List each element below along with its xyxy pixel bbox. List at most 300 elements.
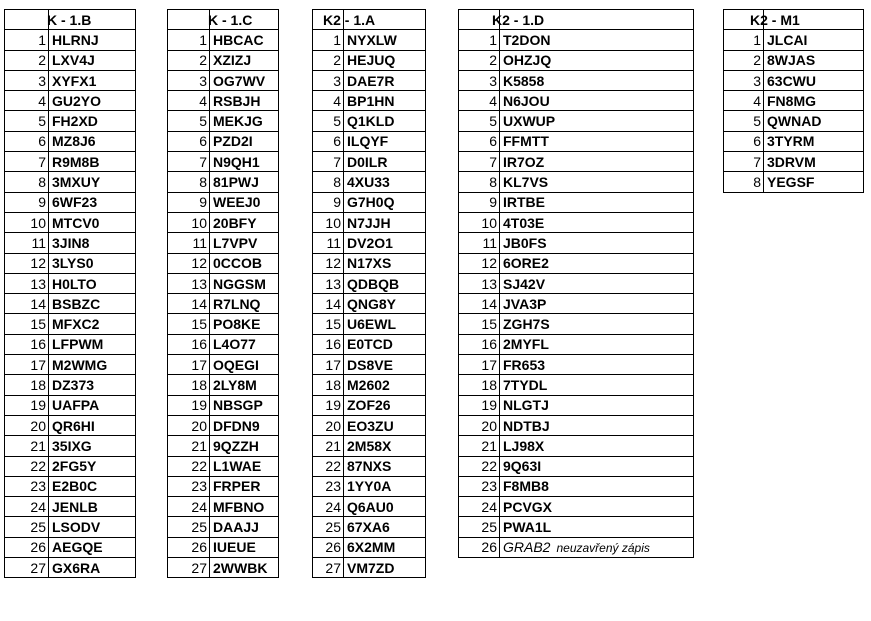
table-row [459, 273, 694, 293]
table-header-row [459, 10, 694, 30]
table-row [5, 415, 136, 435]
table-row [168, 233, 279, 253]
row-number: 7 [724, 152, 764, 172]
table-row [313, 537, 426, 557]
table-row [5, 395, 136, 415]
row-number: 4 [724, 91, 764, 111]
code-value: 1YY0A [344, 476, 426, 496]
code-value: FRPER [210, 476, 279, 496]
code-value: Q6AU0 [344, 497, 426, 517]
table-title-text: K2 - 1.A [323, 11, 376, 28]
table-row [459, 375, 694, 395]
row-number: 18 [313, 375, 344, 395]
code-value: E2B0C [49, 476, 136, 496]
table-title [323, 10, 426, 30]
row-number: 21 [168, 436, 210, 456]
table-row [313, 436, 426, 456]
table-header-row [724, 10, 864, 30]
table-row [459, 212, 694, 232]
table-row [459, 172, 694, 192]
row-number: 4 [168, 91, 210, 111]
row-number: 1 [168, 30, 210, 50]
table-row [459, 30, 694, 50]
code-value: 2MYFL [500, 334, 694, 354]
table-title-text: K - 1.B [47, 11, 92, 28]
row-number: 16 [5, 334, 49, 354]
row-number: 22 [168, 456, 210, 476]
code-value: QDBQB [344, 273, 426, 293]
table-row [313, 517, 426, 537]
code-value: DV2O1 [344, 233, 426, 253]
row-number: 10 [5, 212, 49, 232]
table-row [459, 50, 694, 70]
row-number: 25 [5, 517, 49, 537]
code-value: FR653 [500, 355, 694, 375]
code-value: NLGTJ [500, 395, 694, 415]
table-row [313, 111, 426, 131]
row-number: 16 [168, 334, 210, 354]
table-title-text: K - 1.C [208, 11, 253, 28]
table-row [168, 172, 279, 192]
table-row [168, 91, 279, 111]
table-row [5, 70, 136, 90]
table-row [168, 375, 279, 395]
code-value: L4O77 [210, 334, 279, 354]
table-row [459, 456, 694, 476]
row-number: 7 [313, 152, 344, 172]
row-number: 23 [313, 476, 344, 496]
table-header-row [5, 10, 136, 30]
code-value: 3MXUY [49, 172, 136, 192]
row-number: 19 [459, 395, 500, 415]
table-row [313, 30, 426, 50]
code-value: M2602 [344, 375, 426, 395]
row-number: 20 [168, 415, 210, 435]
code-value: IRTBE [500, 192, 694, 212]
table-row [168, 436, 279, 456]
table-row [168, 415, 279, 435]
row-number: 15 [5, 314, 49, 334]
code-value: 7TYDL [500, 375, 694, 395]
table-row [313, 355, 426, 375]
table-row [313, 558, 426, 578]
table-row [313, 152, 426, 172]
table-row [168, 334, 279, 354]
table-row [313, 456, 426, 476]
code-value: U6EWL [344, 314, 426, 334]
code-value: F8MB8 [500, 476, 694, 496]
table-title [750, 10, 864, 30]
code-value: KL7VS [500, 172, 694, 192]
table-row [313, 172, 426, 192]
row-number: 27 [313, 558, 344, 578]
table-row [168, 273, 279, 293]
row-number: 8 [459, 172, 500, 192]
table-row [168, 517, 279, 537]
row-number: 6 [168, 131, 210, 151]
code-value: 63CWU [764, 70, 864, 90]
table-row [459, 294, 694, 314]
row-number: 24 [5, 497, 49, 517]
table-row [459, 395, 694, 415]
code-value: D0ILR [344, 152, 426, 172]
row-number: 12 [5, 253, 49, 273]
row-number: 24 [168, 497, 210, 517]
table-row [168, 314, 279, 334]
table-row [5, 50, 136, 70]
code-value: HBCAC [210, 30, 279, 50]
row-number: 4 [459, 91, 500, 111]
code-value: L7VPV [210, 233, 279, 253]
row-number: 15 [459, 314, 500, 334]
code-value: R9M8B [49, 152, 136, 172]
code-value: FH2XD [49, 111, 136, 131]
row-number: 5 [168, 111, 210, 131]
row-number: 4 [313, 91, 344, 111]
code-value: LSODV [49, 517, 136, 537]
row-number: 5 [724, 111, 764, 131]
table-row [459, 517, 694, 537]
code-value: 4T03E [500, 212, 694, 232]
row-number: 1 [724, 30, 764, 50]
table-row [168, 476, 279, 496]
row-number: 24 [313, 497, 344, 517]
row-number: 26 [313, 537, 344, 557]
row-number: 2 [459, 50, 500, 70]
code-value: OHZJQ [500, 50, 694, 70]
table-row [168, 558, 279, 578]
table-row [313, 212, 426, 232]
code-value: YEGSF [764, 172, 864, 192]
code-value: 3JIN8 [49, 233, 136, 253]
row-number: 26 [459, 537, 500, 557]
table-row [5, 314, 136, 334]
code-value: QWNAD [764, 111, 864, 131]
row-number: 7 [5, 152, 49, 172]
table-title [210, 10, 279, 30]
row-number: 26 [5, 537, 49, 557]
code-value: 9Q63I [500, 456, 694, 476]
row-number: 18 [168, 375, 210, 395]
code-value: 87NXS [344, 456, 426, 476]
code-value: ILQYF [344, 131, 426, 151]
table-row [313, 273, 426, 293]
table-header-row [168, 10, 279, 30]
row-number: 6 [724, 131, 764, 151]
row-number: 3 [724, 70, 764, 90]
code-value: JENLB [49, 497, 136, 517]
table-row [459, 436, 694, 456]
table-row [168, 192, 279, 212]
table-row [5, 273, 136, 293]
row-number: 17 [459, 355, 500, 375]
table-row [313, 476, 426, 496]
code-value: GU2YO [49, 91, 136, 111]
code-value: UXWUP [500, 111, 694, 131]
table-row [5, 456, 136, 476]
table-row [168, 294, 279, 314]
code-value: GRAB2 [503, 538, 551, 555]
row-number: 3 [5, 70, 49, 90]
table-row [168, 30, 279, 50]
code-value: 35IXG [49, 436, 136, 456]
header-empty-cell [168, 10, 210, 30]
code-value: QNG8Y [344, 294, 426, 314]
code-value: Q1KLD [344, 111, 426, 131]
row-number: 9 [313, 192, 344, 212]
row-number: 10 [313, 212, 344, 232]
row-number: 2 [313, 50, 344, 70]
code-value: HLRNJ [49, 30, 136, 50]
code-value: JLCAI [764, 30, 864, 50]
row-number: 5 [5, 111, 49, 131]
code-value: EO3ZU [344, 415, 426, 435]
row-number: 19 [313, 395, 344, 415]
code-value: 67XA6 [344, 517, 426, 537]
row-number: 25 [313, 517, 344, 537]
code-value: IUEUE [210, 537, 279, 557]
row-number: 7 [168, 152, 210, 172]
table-row [5, 212, 136, 232]
code-cell-with-note [500, 537, 694, 557]
code-value: JB0FS [500, 233, 694, 253]
table-title [49, 10, 136, 30]
table-row [313, 415, 426, 435]
table-row [168, 70, 279, 90]
row-number: 11 [168, 233, 210, 253]
table-row [459, 192, 694, 212]
code-value: E0TCD [344, 334, 426, 354]
table-title [492, 10, 694, 30]
table-row [459, 131, 694, 151]
table-row [459, 233, 694, 253]
code-value: OG7WV [210, 70, 279, 90]
table-row [313, 50, 426, 70]
table-row [168, 253, 279, 273]
code-value: MFBNO [210, 497, 279, 517]
table-k-1b [4, 9, 136, 578]
code-value: RSBJH [210, 91, 279, 111]
code-value: PWA1L [500, 517, 694, 537]
table-row [168, 131, 279, 151]
row-number: 25 [459, 517, 500, 537]
row-number: 3 [168, 70, 210, 90]
row-number: 23 [5, 476, 49, 496]
table-row [459, 355, 694, 375]
code-value: L1WAE [210, 456, 279, 476]
table-title-text: K2 - M1 [750, 11, 800, 28]
code-value: MFXC2 [49, 314, 136, 334]
code-value: R7LNQ [210, 294, 279, 314]
table-row [724, 172, 864, 192]
code-value: WEEJ0 [210, 192, 279, 212]
code-value: 6WF23 [49, 192, 136, 212]
header-empty-cell [5, 10, 49, 30]
table-row [459, 334, 694, 354]
table-row [5, 233, 136, 253]
row-number: 14 [313, 294, 344, 314]
row-number: 1 [459, 30, 500, 50]
table-row [5, 192, 136, 212]
row-number: 5 [313, 111, 344, 131]
row-number: 11 [5, 233, 49, 253]
code-value: OQEGI [210, 355, 279, 375]
row-number: 3 [313, 70, 344, 90]
row-number: 13 [5, 273, 49, 293]
code-value: DFDN9 [210, 415, 279, 435]
code-value: SJ42V [500, 273, 694, 293]
row-number: 21 [313, 436, 344, 456]
row-number: 23 [459, 476, 500, 496]
table-row [459, 253, 694, 273]
row-number: 12 [313, 253, 344, 273]
table-row [313, 334, 426, 354]
code-value: IR7OZ [500, 152, 694, 172]
table-row [459, 497, 694, 517]
code-value: 2WWBK [210, 558, 279, 578]
table-row [5, 253, 136, 273]
table-row [5, 558, 136, 578]
code-value: 2FG5Y [49, 456, 136, 476]
row-number: 10 [168, 212, 210, 232]
table-row [313, 233, 426, 253]
table-title-text: K2 - 1.D [492, 11, 545, 28]
code-value: 2M58X [344, 436, 426, 456]
table-row [5, 497, 136, 517]
table-row [313, 70, 426, 90]
code-value: FN8MG [764, 91, 864, 111]
code-value: DS8VE [344, 355, 426, 375]
row-number: 8 [313, 172, 344, 192]
table-row [459, 415, 694, 435]
table-row [5, 131, 136, 151]
row-number: 15 [168, 314, 210, 334]
table-row [5, 375, 136, 395]
row-number: 1 [5, 30, 49, 50]
table-k-1c [167, 9, 279, 578]
table-row [5, 436, 136, 456]
row-number: 26 [168, 537, 210, 557]
row-number: 23 [168, 476, 210, 496]
row-number: 2 [5, 50, 49, 70]
row-number: 12 [168, 253, 210, 273]
table-row [5, 111, 136, 131]
row-number: 1 [313, 30, 344, 50]
table-row [168, 497, 279, 517]
row-number: 10 [459, 212, 500, 232]
row-number: 2 [724, 50, 764, 70]
row-number: 14 [5, 294, 49, 314]
row-number: 11 [313, 233, 344, 253]
row-number: 20 [313, 415, 344, 435]
code-value: DAE7R [344, 70, 426, 90]
code-value: 6ORE2 [500, 253, 694, 273]
code-value: N17XS [344, 253, 426, 273]
row-number: 20 [5, 415, 49, 435]
code-value: K5858 [500, 70, 694, 90]
row-number: 18 [5, 375, 49, 395]
row-number: 19 [168, 395, 210, 415]
table-row [168, 152, 279, 172]
row-number: 2 [168, 50, 210, 70]
code-value: VM7ZD [344, 558, 426, 578]
row-number: 9 [459, 192, 500, 212]
table-row [5, 30, 136, 50]
code-value: G7H0Q [344, 192, 426, 212]
row-number: 11 [459, 233, 500, 253]
table-row [168, 355, 279, 375]
code-value: N7JJH [344, 212, 426, 232]
code-value: BP1HN [344, 91, 426, 111]
code-value: N6JOU [500, 91, 694, 111]
row-number: 17 [5, 355, 49, 375]
table-row [724, 91, 864, 111]
code-value: PO8KE [210, 314, 279, 334]
row-number: 12 [459, 253, 500, 273]
table-row [168, 111, 279, 131]
table-row [5, 355, 136, 375]
table-row [313, 395, 426, 415]
row-number: 13 [168, 273, 210, 293]
code-value: MZ8J6 [49, 131, 136, 151]
code-value: 8WJAS [764, 50, 864, 70]
code-value: AEGQE [49, 537, 136, 557]
table-row [313, 192, 426, 212]
table-row [5, 334, 136, 354]
code-value: 81PWJ [210, 172, 279, 192]
table-row [459, 70, 694, 90]
row-number: 9 [5, 192, 49, 212]
code-value: 3LYS0 [49, 253, 136, 273]
code-value: 2LY8M [210, 375, 279, 395]
table-row [168, 50, 279, 70]
table-row [313, 131, 426, 151]
row-number: 8 [5, 172, 49, 192]
row-number: 8 [168, 172, 210, 192]
row-number: 17 [313, 355, 344, 375]
table-row [313, 253, 426, 273]
row-number: 6 [5, 131, 49, 151]
code-value: ZGH7S [500, 314, 694, 334]
code-value: PZD2I [210, 131, 279, 151]
table-row [313, 375, 426, 395]
table-row [313, 91, 426, 111]
table-row [724, 131, 864, 151]
code-value: 6X2MM [344, 537, 426, 557]
code-value: H0LTO [49, 273, 136, 293]
code-value: QR6HI [49, 415, 136, 435]
code-value: HEJUQ [344, 50, 426, 70]
row-number: 6 [313, 131, 344, 151]
row-number: 18 [459, 375, 500, 395]
row-number: 22 [313, 456, 344, 476]
table-row [459, 152, 694, 172]
table-k2-1d [458, 9, 694, 558]
table-row [5, 517, 136, 537]
table-row [168, 395, 279, 415]
code-value: XYFX1 [49, 70, 136, 90]
table-k2-m1 [723, 9, 864, 193]
row-number: 14 [459, 294, 500, 314]
row-number: 5 [459, 111, 500, 131]
code-value: NGGSM [210, 273, 279, 293]
table-k2-1a [312, 9, 426, 578]
code-value: PCVGX [500, 497, 694, 517]
code-value: 3DRVM [764, 152, 864, 172]
row-number: 9 [168, 192, 210, 212]
table-row [459, 537, 694, 557]
row-number: 17 [168, 355, 210, 375]
